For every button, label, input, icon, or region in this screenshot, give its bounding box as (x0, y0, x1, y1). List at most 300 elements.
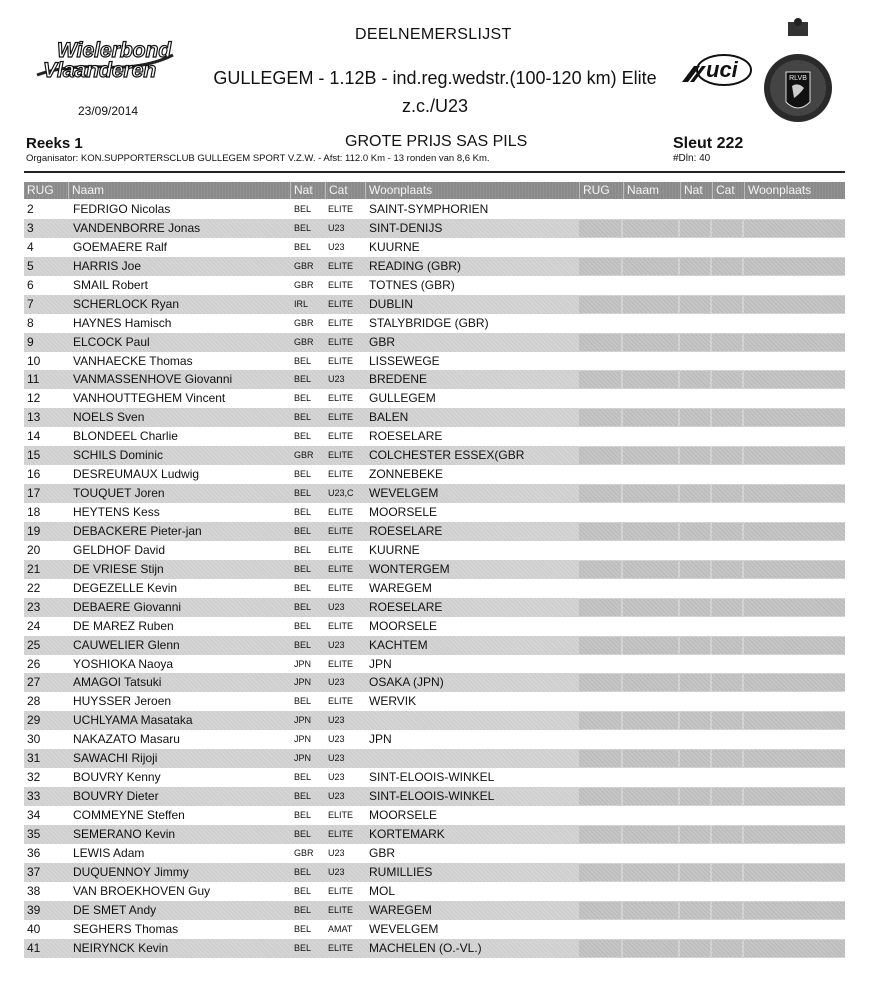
residence-cell: SINT-ELOOIS-WINKEL (369, 789, 495, 804)
residence-cell: BREDENE (369, 372, 428, 387)
empty-cell (712, 674, 742, 691)
table-row (24, 219, 845, 238)
rug-cell: 11 (27, 372, 40, 387)
residence-cell (369, 711, 577, 730)
rug-cell: 31 (27, 751, 41, 766)
empty-cell (623, 599, 678, 616)
empty-cell (680, 466, 710, 483)
name-cell: NOELS Sven (73, 410, 145, 425)
residence-cell: SAINT-SYMPHORIEN (369, 202, 489, 216)
col-naam: Naam (68, 182, 290, 199)
empty-cell (623, 807, 678, 824)
empty-cell (680, 277, 710, 294)
residence-cell: WEVELGEM (369, 921, 439, 936)
residence-cell: TOTNES (GBR) (369, 277, 455, 292)
empty-cell (579, 750, 621, 767)
category-cell: U23 (328, 734, 345, 745)
empty-cell (680, 845, 710, 862)
category-cell: ELITE (328, 563, 354, 574)
residence-cell: GBR (369, 845, 396, 860)
category-cell: ELITE (328, 336, 354, 347)
name-cell: DEBACKERE Pieter-jan (73, 523, 202, 538)
rug-cell: 30 (27, 732, 41, 747)
residence-cell: WERVIK (369, 694, 417, 709)
rug-cell: 38 (27, 883, 41, 898)
rug-cell: 3 (27, 220, 34, 235)
category-cell: ELITE (328, 810, 354, 820)
empty-cell (712, 428, 742, 445)
nationality-cell: GBR (294, 279, 314, 290)
empty-cell (712, 542, 742, 559)
name-cell: SEGHERS Thomas (73, 921, 179, 936)
nationality-cell: GBR (294, 317, 314, 328)
empty-cell (744, 845, 845, 862)
nationality-cell: BEL (294, 601, 312, 612)
table-row (24, 295, 845, 314)
name-cell: SEMERANO Kevin (73, 826, 176, 841)
empty-cell (744, 864, 845, 881)
category-cell: ELITE (328, 620, 354, 631)
rug-cell: 4 (27, 239, 34, 254)
nationality-cell: JPN (294, 753, 312, 764)
rug-cell: 27 (27, 675, 41, 690)
race-title-line-2: z.c./U23 (401, 96, 469, 116)
nationality-cell: BEL (294, 393, 312, 404)
empty-cell (712, 466, 742, 483)
nationality-cell: BEL (294, 639, 312, 650)
empty-cell (712, 201, 742, 218)
empty-cell (680, 580, 710, 597)
empty-cell (744, 220, 845, 237)
col-cat: Cat (325, 182, 365, 199)
empty-cell (579, 693, 621, 710)
name-cell: GOEMAERE Ralf (73, 239, 168, 254)
empty-cell (579, 277, 621, 294)
residence-cell: WEVELGEM (369, 486, 439, 501)
empty-cell (579, 826, 621, 843)
nationality-cell: GBR (294, 847, 314, 858)
name-cell: CAUWELIER Glenn (73, 637, 180, 652)
empty-cell (680, 258, 710, 275)
residence-cell: MOL (369, 883, 396, 898)
empty-cell (623, 220, 678, 237)
nationality-cell: GBR (294, 260, 314, 271)
rug-cell: 24 (27, 618, 41, 633)
category-cell: U23 (328, 639, 345, 650)
empty-cell (712, 409, 742, 426)
empty-cell (712, 637, 742, 654)
category-cell: U23 (328, 791, 345, 802)
empty-cell (680, 637, 710, 654)
residence-cell: ROESELARE (369, 523, 443, 538)
table-row (24, 503, 845, 522)
name-cell: COMMEYNE Steffen (73, 808, 185, 822)
table-row (24, 749, 845, 768)
table-row (24, 238, 845, 257)
empty-cell (579, 201, 621, 218)
empty-cell (680, 504, 710, 521)
table-row (24, 730, 845, 749)
table-row (24, 408, 845, 427)
race-title (205, 64, 665, 120)
empty-cell (712, 258, 742, 275)
table-row (24, 882, 845, 901)
nationality-cell: BEL (294, 431, 312, 442)
empty-cell (623, 428, 678, 445)
empty-cell (579, 656, 621, 673)
empty-cell (744, 239, 845, 256)
empty-cell (579, 921, 621, 938)
table-row (24, 939, 845, 958)
table-row (24, 844, 845, 863)
header-divider (24, 171, 845, 173)
empty-cell (712, 807, 742, 824)
table-row (24, 787, 845, 806)
empty-cell (744, 883, 845, 900)
empty-cell (579, 674, 621, 691)
empty-cell (680, 447, 710, 464)
name-cell: DEGEZELLE Kevin (73, 580, 178, 595)
empty-cell (623, 371, 678, 388)
empty-cell (744, 334, 845, 351)
category-cell: ELITE (328, 942, 354, 953)
empty-cell (623, 940, 678, 957)
table-row (24, 484, 845, 503)
empty-cell (623, 712, 678, 729)
empty-cell (744, 447, 845, 464)
empty-cell (744, 504, 845, 521)
empty-cell (579, 561, 621, 578)
empty-cell (680, 656, 710, 673)
residence-cell: KORTEMARK (369, 826, 445, 841)
document-date: 23/09/2014 (78, 104, 139, 118)
empty-cell (680, 561, 710, 578)
residence-cell: SINT-DENIJS (369, 220, 443, 235)
rug-cell: 13 (27, 410, 41, 425)
residence-cell: READING (GBR) (369, 258, 462, 273)
empty-cell (744, 731, 845, 748)
residence-cell: MOORSELE (369, 618, 438, 633)
empty-cell (579, 637, 621, 654)
rug-cell: 12 (27, 391, 41, 406)
col-nat: Nat (290, 182, 325, 199)
residence-cell (369, 749, 577, 768)
empty-cell (712, 315, 742, 332)
empty-cell (744, 637, 845, 654)
residence-cell: OSAKA (JPN) (369, 675, 444, 690)
name-cell: BOUVRY Dieter (73, 789, 159, 804)
category-cell: ELITE (328, 393, 354, 404)
empty-cell (744, 371, 845, 388)
empty-cell (712, 693, 742, 710)
empty-cell (680, 788, 710, 805)
name-cell: BLONDEEL Charlie (73, 429, 178, 444)
uci-logo-text: uci (706, 57, 738, 82)
nationality-cell: BEL (294, 810, 312, 820)
nationality-cell: BEL (294, 942, 312, 953)
table-row (24, 389, 845, 408)
name-cell: SAWACHI Rijoji (73, 751, 158, 766)
empty-cell (579, 239, 621, 256)
empty-cell (744, 750, 845, 767)
empty-cell (744, 353, 845, 370)
rug-cell: 14 (27, 429, 41, 444)
nationality-cell: BEL (294, 469, 312, 480)
rug-cell: 35 (27, 826, 41, 841)
table-row (24, 692, 845, 711)
empty-cell (712, 731, 742, 748)
empty-cell (579, 371, 621, 388)
nationality-cell: GBR (294, 336, 314, 347)
name-cell: DE SMET Andy (73, 902, 157, 917)
table-row (24, 768, 845, 787)
empty-cell (744, 674, 845, 691)
category-cell: AMAT (328, 923, 353, 934)
empty-cell (579, 315, 621, 332)
empty-cell (680, 769, 710, 786)
rlvb-text: RLVB (789, 75, 807, 82)
empty-cell (579, 466, 621, 483)
empty-cell (623, 485, 678, 502)
empty-cell (680, 523, 710, 540)
empty-cell (744, 599, 845, 616)
rug-cell: 39 (27, 902, 41, 917)
empty-cell (623, 201, 678, 218)
empty-cell (744, 788, 845, 805)
empty-cell (623, 315, 678, 332)
residence-cell: JPN (369, 656, 392, 671)
category-cell: ELITE (328, 260, 354, 271)
empty-cell (623, 864, 678, 881)
name-cell: VANHOUTTEGHEM Vincent (73, 391, 226, 406)
col-rug-2: RUG (579, 182, 623, 199)
category-cell: ELITE (328, 696, 354, 707)
name-cell: HARRIS Joe (73, 258, 142, 273)
empty-cell (623, 883, 678, 900)
nationality-cell: BEL (294, 412, 312, 423)
empty-cell (623, 674, 678, 691)
empty-cell (712, 504, 742, 521)
rug-cell: 25 (27, 637, 41, 652)
empty-cell (623, 731, 678, 748)
name-cell: VAN BROEKHOVEN Guy (73, 883, 211, 898)
participant-table (24, 200, 845, 958)
empty-cell (623, 845, 678, 862)
nationality-cell: BEL (294, 923, 312, 934)
category-cell: U23 (328, 772, 345, 783)
nationality-cell: BEL (294, 222, 312, 233)
empty-cell (680, 390, 710, 407)
name-cell: HUYSSER Jeroen (73, 694, 172, 709)
rug-cell: 41 (27, 940, 41, 955)
residence-cell: RUMILLIES (369, 864, 433, 879)
table-row (24, 560, 845, 579)
empty-cell (623, 390, 678, 407)
uci-logo (680, 52, 752, 88)
empty-cell (623, 542, 678, 559)
nationality-cell: BEL (294, 904, 312, 915)
empty-cell (623, 902, 678, 919)
organizer-info: Organisator: KON.SUPPORTERSCLUB GULLEGEM SPORT V.Z.W. - Afst: 112.0 Km - 13 ronden van 8,6 Km. (26, 153, 490, 164)
empty-cell (712, 239, 742, 256)
category-cell: U23 (328, 241, 345, 252)
empty-cell (680, 542, 710, 559)
nationality-cell: GBR (294, 450, 314, 461)
empty-cell (712, 485, 742, 502)
col-woonplaats-2: Woonplaats (744, 182, 845, 199)
empty-cell (712, 561, 742, 578)
empty-cell (579, 940, 621, 957)
empty-cell (712, 523, 742, 540)
empty-cell (680, 940, 710, 957)
name-cell: GELDHOF David (73, 542, 166, 557)
nationality-cell: BEL (294, 828, 312, 839)
name-cell: SCHILS Dominic (73, 448, 164, 463)
empty-cell (680, 315, 710, 332)
table-row (24, 465, 845, 484)
category-cell: ELITE (328, 431, 354, 442)
table-row (24, 352, 845, 371)
empty-cell (579, 353, 621, 370)
empty-cell (680, 864, 710, 881)
table-row (24, 276, 845, 295)
empty-cell (744, 485, 845, 502)
empty-cell (744, 258, 845, 275)
rug-cell: 40 (27, 921, 41, 936)
category-cell: ELITE (328, 507, 354, 517)
category-cell: ELITE (328, 355, 354, 366)
race-name: GROTE PRIJS SAS PILS (345, 133, 528, 150)
empty-cell (680, 750, 710, 767)
name-cell: DE VRIESE Stijn (73, 561, 164, 576)
rug-cell: 23 (27, 599, 41, 614)
table-row (24, 541, 845, 560)
empty-cell (744, 409, 845, 426)
empty-cell (680, 409, 710, 426)
nationality-cell: BEL (294, 204, 312, 214)
category-cell: ELITE (328, 279, 354, 290)
name-cell: DUQUENNOY Jimmy (73, 864, 189, 879)
nationality-cell: BEL (294, 885, 312, 896)
empty-cell (579, 220, 621, 237)
empty-cell (623, 637, 678, 654)
empty-cell (712, 712, 742, 729)
name-cell: DEBAERE Giovanni (73, 599, 182, 614)
empty-cell (579, 769, 621, 786)
empty-cell (712, 599, 742, 616)
nationality-cell: BEL (294, 544, 312, 555)
residence-cell: ROESELARE (369, 599, 443, 614)
empty-cell (579, 447, 621, 464)
rug-cell: 32 (27, 770, 41, 785)
residence-cell: BALEN (369, 410, 409, 425)
residence-cell: KUURNE (369, 239, 420, 254)
empty-cell (744, 712, 845, 729)
category-cell: U23 (328, 601, 345, 612)
empty-cell (623, 826, 678, 843)
wielerbond-vlaanderen-logo (35, 35, 175, 89)
logo-line-1: Wielerbond (57, 39, 172, 62)
table-row (24, 579, 845, 598)
table-header (24, 182, 845, 199)
empty-cell (623, 409, 678, 426)
residence-cell: KACHTEM (369, 637, 428, 652)
category-cell: U23 (328, 866, 345, 877)
empty-cell (623, 921, 678, 938)
empty-cell (680, 921, 710, 938)
empty-cell (680, 599, 710, 616)
empty-cell (712, 883, 742, 900)
participant-count: #Dln: 40 (673, 153, 711, 164)
empty-cell (680, 807, 710, 824)
empty-cell (744, 940, 845, 957)
name-cell: DE MAREZ Ruben (73, 618, 174, 633)
empty-cell (744, 807, 845, 824)
category-cell: ELITE (328, 525, 354, 536)
empty-cell (623, 504, 678, 521)
residence-cell: SINT-ELOOIS-WINKEL (369, 770, 495, 785)
col-rug: RUG (27, 183, 54, 197)
nationality-cell: JPN (294, 715, 312, 726)
name-cell: LEWIS Adam (73, 845, 145, 860)
empty-cell (680, 334, 710, 351)
empty-cell (623, 334, 678, 351)
rug-cell: 37 (27, 864, 41, 879)
empty-cell (744, 428, 845, 445)
rug-cell: 22 (27, 580, 41, 595)
rug-cell: 21 (27, 561, 41, 576)
category-cell: U23 (328, 677, 345, 688)
empty-cell (712, 277, 742, 294)
empty-cell (712, 580, 742, 597)
empty-cell (623, 296, 678, 313)
residence-cell: COLCHESTER ESSEX(GBR (369, 448, 525, 463)
empty-cell (680, 239, 710, 256)
rug-cell: 19 (27, 523, 41, 538)
residence-cell: WAREGEM (369, 580, 432, 595)
table-row (24, 806, 845, 825)
rug-cell: 18 (27, 505, 41, 519)
rug-cell: 16 (27, 467, 41, 482)
empty-cell (623, 656, 678, 673)
nationality-cell: BEL (294, 374, 312, 385)
rug-cell: 34 (27, 808, 41, 822)
empty-cell (579, 428, 621, 445)
empty-cell (744, 201, 845, 218)
empty-cell (712, 371, 742, 388)
nationality-cell: JPN (294, 658, 312, 669)
col-cat-2: Cat (712, 182, 744, 199)
category-cell: U23 (328, 222, 345, 233)
empty-cell (744, 618, 845, 635)
residence-cell: KUURNE (369, 542, 420, 557)
empty-cell (712, 390, 742, 407)
category-cell: U23 (328, 715, 345, 726)
empty-cell (579, 902, 621, 919)
empty-cell (579, 409, 621, 426)
empty-cell (680, 353, 710, 370)
empty-cell (712, 447, 742, 464)
name-cell: UCHLYAMA Masataka (73, 713, 193, 728)
empty-cell (579, 296, 621, 313)
category-cell: ELITE (328, 904, 354, 915)
table-row (24, 200, 845, 219)
empty-cell (680, 618, 710, 635)
empty-cell (623, 239, 678, 256)
empty-cell (744, 580, 845, 597)
empty-cell (712, 769, 742, 786)
name-cell: ELCOCK Paul (73, 334, 150, 349)
